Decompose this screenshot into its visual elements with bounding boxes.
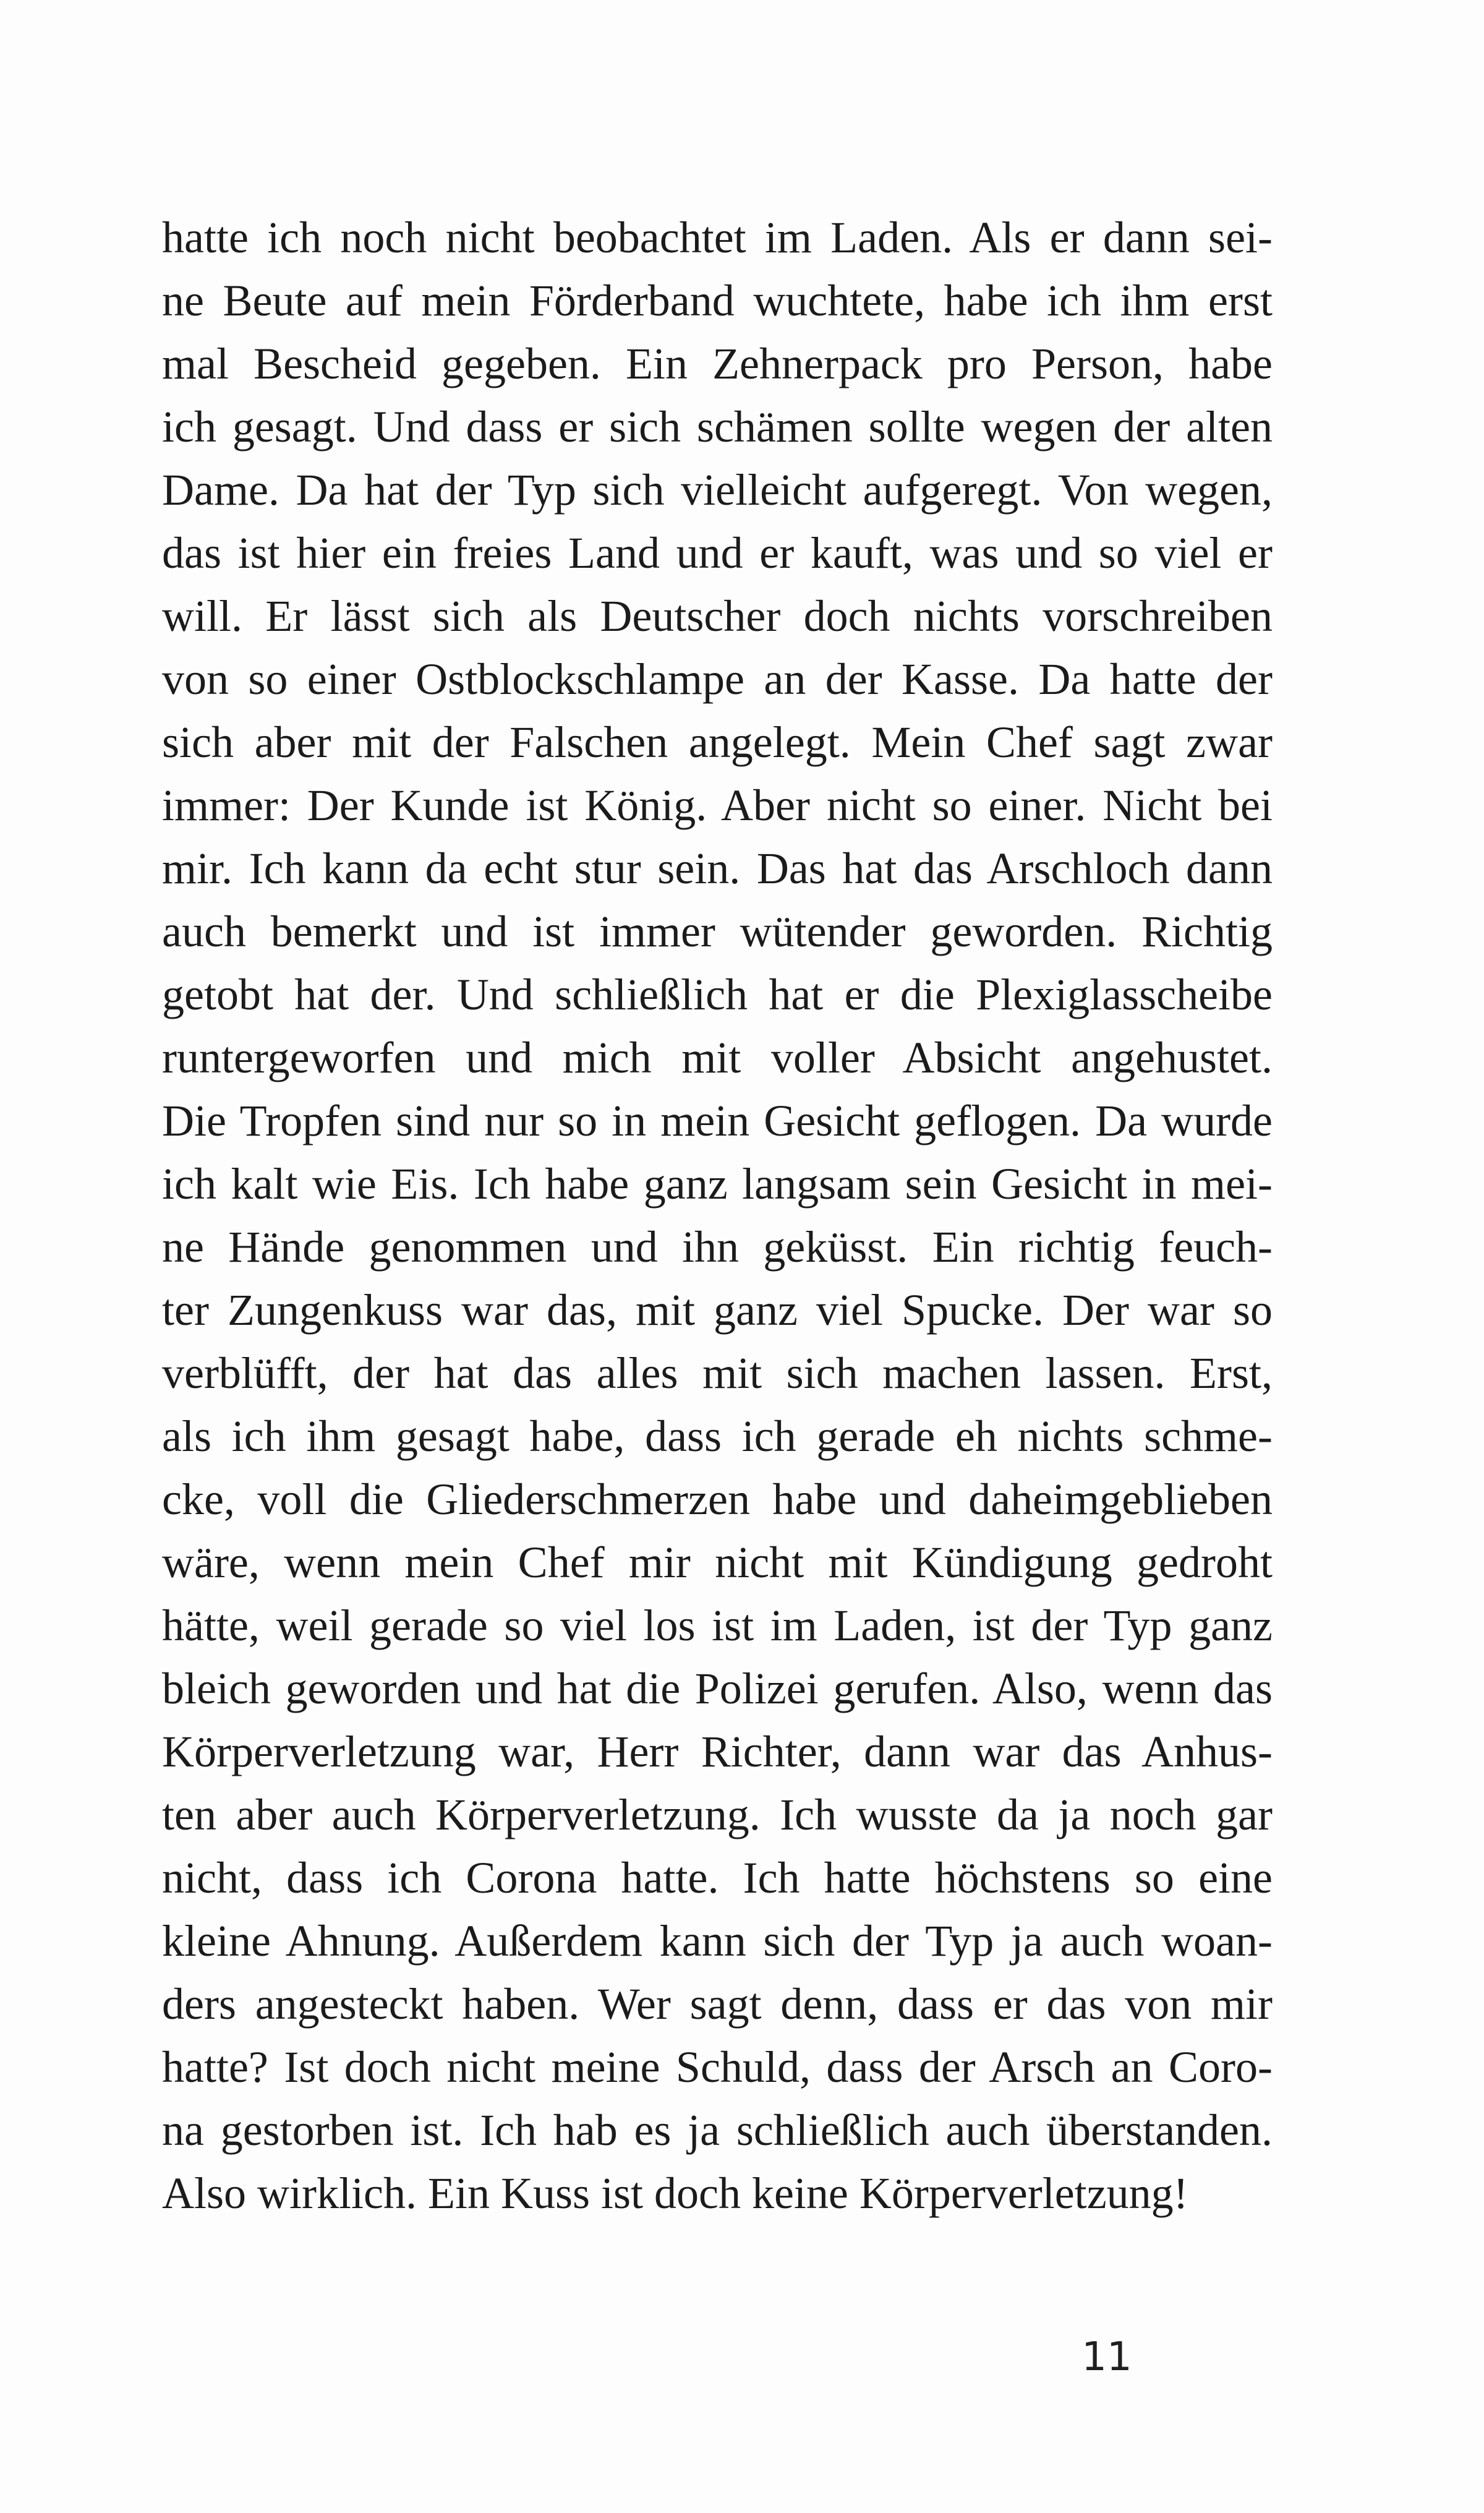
- text-line: hatte? Ist doch nicht meine Schuld, dass der Arsch an Coro-: [162, 2042, 1273, 2092]
- text-line: Also wirklich. Ein Kuss ist doch keine Körperverletzung!: [162, 2168, 1188, 2218]
- text-line: ich gesagt. Und dass er sich schämen sollte wegen der alten: [162, 402, 1273, 452]
- text-line: will. Er lässt sich als Deutscher doch nichts vorschreiben: [162, 591, 1273, 641]
- text-line: immer: Der Kunde ist König. Aber nicht so einer. Nicht bei: [162, 781, 1273, 830]
- text-line: hatte ich noch nicht beobachtet im Laden. Als er dann sei-: [162, 213, 1273, 262]
- text-line: ter Zungenkuss war das, mit ganz viel Spucke. Der war so: [162, 1285, 1273, 1335]
- text-line: verblüfft, der hat das alles mit sich machen lassen. Erst,: [162, 1348, 1273, 1398]
- text-line: von so einer Ostblockschlampe an der Kasse. Da hatte der: [162, 654, 1273, 704]
- text-line: das ist hier ein freies Land und er kauft, was und so viel er: [162, 528, 1273, 578]
- text-line: mal Bescheid gegeben. Ein Zehnerpack pro Person, habe: [162, 339, 1273, 388]
- text-line: bleich geworden und hat die Polizei gerufen. Also, wenn das: [162, 1664, 1273, 1713]
- text-line: hätte, weil gerade so viel los ist im Laden, ist der Typ ganz: [162, 1601, 1273, 1650]
- text-line: ten aber auch Körperverletzung. Ich wusste da ja noch gar: [162, 1790, 1273, 1839]
- text-line: ders angesteckt haben. Wer sagt denn, dass er das von mir: [162, 1979, 1273, 2029]
- text-line: auch bemerkt und ist immer wütender geworden. Richtig: [162, 907, 1273, 956]
- text-line: na gestorben ist. Ich hab es ja schließlich auch überstanden.: [162, 2105, 1273, 2155]
- text-line: getobt hat der. Und schließlich hat er die Plexiglasscheibe: [162, 970, 1273, 1019]
- text-line: kleine Ahnung. Außerdem kann sich der Typ ja auch woan-: [162, 1916, 1273, 1966]
- page-number: 11: [1081, 2334, 1132, 2380]
- text-line: sich aber mit der Falschen angelegt. Mein Chef sagt zwar: [162, 717, 1273, 767]
- text-line: ich kalt wie Eis. Ich habe ganz langsam sein Gesicht in mei-: [162, 1159, 1273, 1209]
- text-line: ne Hände genommen und ihn geküsst. Ein richtig feuch-: [162, 1222, 1273, 1272]
- body-text: [162, 206, 1273, 2225]
- text-line: mir. Ich kann da echt stur sein. Das hat das Arschloch dann: [162, 844, 1273, 893]
- text-line: ne Beute auf mein Förderband wuchtete, habe ich ihm erst: [162, 276, 1273, 325]
- text-line: Die Tropfen sind nur so in mein Gesicht geflogen. Da wurde: [162, 1096, 1273, 1145]
- text-line: wäre, wenn mein Chef mir nicht mit Kündigung gedroht: [162, 1538, 1273, 1587]
- text-line: runtergeworfen und mich mit voller Absicht angehustet.: [162, 1033, 1273, 1082]
- text-line: Körperverletzung war, Herr Richter, dann war das Anhus-: [162, 1727, 1273, 1776]
- text-line: Dame. Da hat der Typ sich vielleicht aufgeregt. Von wegen,: [162, 465, 1273, 515]
- text-line: nicht, dass ich Corona hatte. Ich hatte höchstens so eine: [162, 1853, 1273, 1903]
- text-line: cke, voll die Gliederschmerzen habe und daheimgeblieben: [162, 1475, 1273, 1524]
- text-line: als ich ihm gesagt habe, dass ich gerade eh nichts schme-: [162, 1411, 1273, 1461]
